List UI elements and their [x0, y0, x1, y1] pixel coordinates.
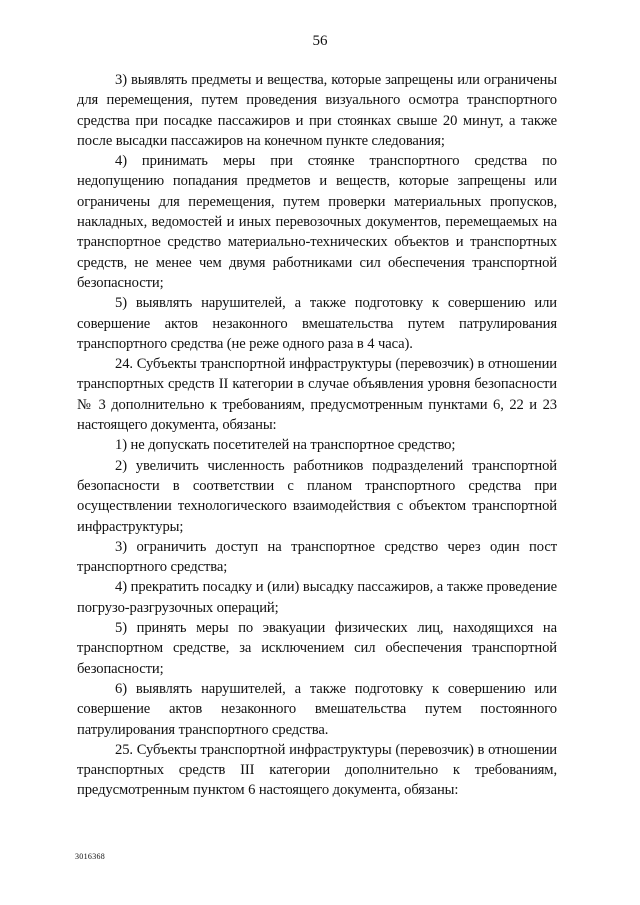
paragraph-item-4: 4) принимать меры при стоянке транспортного средства по недопущению попадания предметов и веществ, которые запрещены или ограничены для перемещения, путем проверки материальных пропусков, накладных, ведомостей и иных перевозочных документов, перемещаемых на транспортное средство материально-технических объектов и транспортных средств, не менее чем двумя работниками сил обеспечения транспортной безопасности; [77, 153, 557, 291]
paragraph-item-4b: 4) прекратить посадку и (или) высадку пассажиров, а также проведение погрузо-разгрузочных операций; [77, 579, 557, 616]
paragraph-item-5b: 5) принять меры по эвакуации физических лиц, находящихся на транспортном средстве, за исключением сил обеспечения транспортной безопасности; [77, 620, 557, 677]
paragraph-item-3b: 3) ограничить доступ на транспортное средство через один пост транспортного средства; [77, 538, 557, 576]
paragraph-item-1: 1) не допускать посетителей на транспортное средство; [115, 437, 456, 454]
paragraph-item-3: 3) выявлять предметы и вещества, которые запрещены или ограничены для перемещения, путем проведения визуального осмотра транспортного средства при посадке пассажиров и при стоянках свыше 20 минут, а также после высадки пассажиров на конечном пункте следования; [77, 72, 557, 149]
paragraph-section-25: 25. Субъекты транспортной инфраструктуры (перевозчик) в отношении транспортных средств III категории дополнительно к требованиям, предусмотренным пунктом 6 настоящего документа, обязаны: [77, 741, 557, 799]
paragraph-item-6: 6) выявлять нарушителей, а также подготовку к совершению или совершение актов незаконного вмешательства путем постоянного патрулирования транспортного средства. [77, 680, 557, 738]
document-body [77, 70, 557, 801]
paragraph-section-24: 24. Субъекты транспортной инфраструктуры (перевозчик) в отношении транспортных средств II категории в случае объявления уровня безопасности № 3 дополнительно к требованиям, предусмотренным пунктами 6, 22 и 23 настоящего документа, обязаны: [77, 356, 557, 434]
paragraph-item-2: 2) увеличить численность работников подразделений транспортной безопасности в соответствии с планом транспортного средства при осуществлении технологического взаимодействия с объектом транспортной инфраструктуры; [77, 457, 557, 535]
document-id: 3016368 [75, 852, 106, 861]
paragraph-item-5: 5) выявлять нарушителей, а также подготовку к совершению или совершение актов незаконного вмешательства путем патрулирования транспортного средства (не реже одного раза в 4 часа). [77, 295, 557, 352]
page-number: 56 [312, 33, 328, 49]
